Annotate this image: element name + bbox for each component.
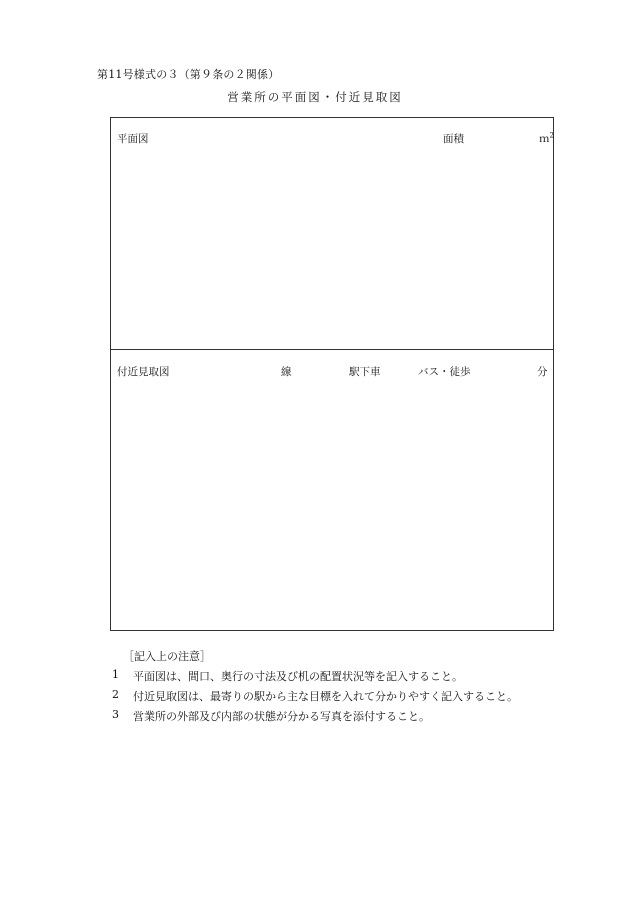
train-line-label: 線 <box>281 366 292 378</box>
note-text: 平面図は、間口、奥行の寸法及び机の配置状況等を記入すること。 <box>133 670 463 683</box>
note-number: 3 <box>112 708 119 721</box>
notes-heading: ［記入上の注意］ <box>123 650 211 663</box>
form-number-label: 第11号様式の３（第９条の２関係） <box>97 68 280 81</box>
area-unit-base: ｍ <box>539 133 550 145</box>
area-unit-exponent: 2 <box>549 131 554 140</box>
note-text: 営業所の外部及び内部の状態が分かる写真を添付すること。 <box>133 710 430 723</box>
floor-plan-label: 平面図 <box>117 133 149 145</box>
diagram-frame <box>110 117 554 631</box>
note-text: 付近見取図は、最寄りの駅から主な目標を入れて分かりやすく記入すること。 <box>133 690 518 703</box>
document-title: 営業所の平面図・付近見取図 <box>227 90 403 104</box>
note-number: 2 <box>112 688 119 701</box>
note-number: 1 <box>112 668 119 681</box>
station-label: 駅下車 <box>349 366 381 378</box>
section-divider <box>111 349 553 350</box>
minutes-label: 分 <box>537 366 548 378</box>
area-label: 面積 <box>443 133 464 145</box>
transport-label: バス・徒歩 <box>418 366 471 378</box>
area-unit <box>539 131 554 146</box>
location-map-label: 付近見取図 <box>117 366 170 378</box>
